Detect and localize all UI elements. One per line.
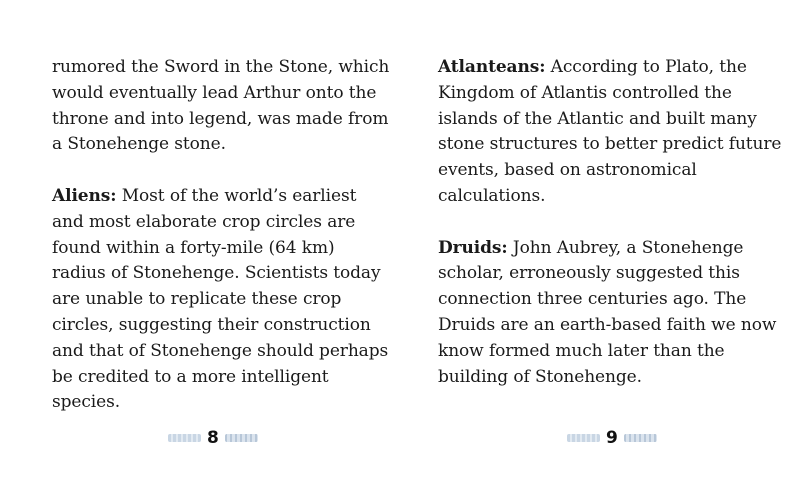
right-page: [400, 0, 800, 495]
paragraph-text: According to Plato, the Kingdom of Atlantis controlled the islands of the Atlantic and built many stone structures to better predict future events, based on astronomical calculations.: [438, 57, 782, 206]
right-page-body: [438, 55, 788, 390]
page-number-9: 9: [606, 428, 618, 448]
paragraph-text: rumored the Sword in the Stone, which would eventually lead Arthur onto the throne and into legend, was made from a Stonehenge stone.: [52, 57, 390, 155]
paragraph-sword-in-stone: [52, 55, 392, 158]
paragraph-aliens: [52, 184, 392, 416]
folio-ornament-right: [225, 434, 258, 442]
folio-ornament-left: [567, 434, 600, 442]
paragraph-text: John Aubrey, a Stonehenge scholar, erroneously suggested this connection three centuries ago. The Druids are an earth-based faith we now know formed much later than the building of Stonehenge.: [438, 237, 777, 387]
paragraph-text: Most of the world’s earliest and most elaborate crop circles are found within a forty-mile (64 km) radius of Stonehenge. Scientists today are unable to replicate these crop circles, suggesting their construction and that of Stonehenge should perhaps be credited to a more intelligent species.: [52, 185, 389, 413]
paragraph-druids: [438, 236, 788, 391]
paragraph-atlanteans: [438, 55, 788, 210]
page-footer-left: [168, 428, 258, 448]
term-aliens: Aliens:: [52, 185, 117, 206]
term-atlanteans: Atlanteans:: [438, 57, 546, 77]
term-druids: Druids:: [438, 237, 508, 258]
folio-ornament-right: [624, 434, 657, 442]
folio-ornament-left: [168, 434, 201, 442]
page-footer-right: [567, 428, 657, 448]
left-page-body: [52, 55, 392, 416]
page-number-8: 8: [207, 428, 219, 448]
